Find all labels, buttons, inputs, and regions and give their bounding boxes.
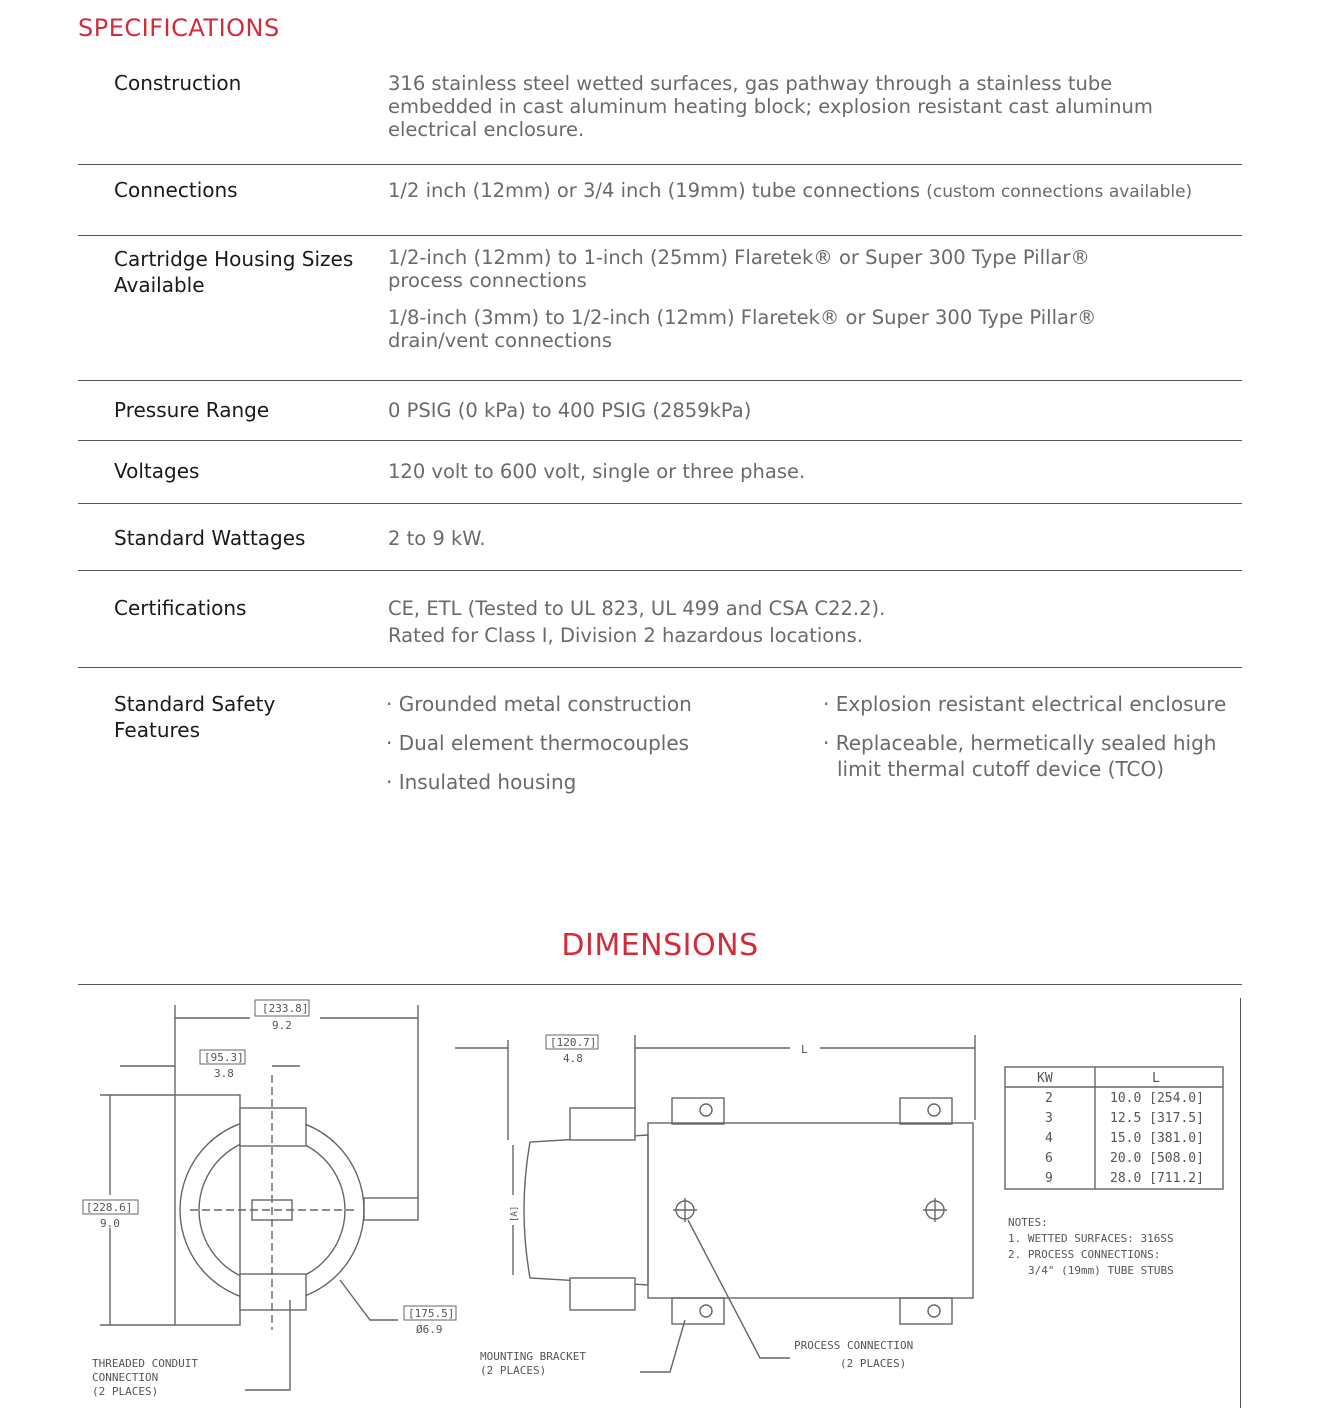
spec-label: Standard Safety Features	[114, 692, 276, 742]
mounting-bracket	[900, 1098, 952, 1124]
spec-label: Certifications	[114, 596, 247, 620]
kw-table-cell: 3	[1045, 1111, 1053, 1126]
spec-value-drain: 1/8-inch (3mm) to 1/2-inch (12mm) Flaretek® or Super 300 Type Pillar® drain/vent connections	[388, 306, 1097, 352]
kw-table-header: L	[1152, 1071, 1160, 1086]
spec-value: 0 PSIG (0 kPa) to 400 PSIG (2859kPa)	[388, 399, 752, 422]
kw-table-cell: 4	[1045, 1131, 1053, 1146]
feature-item: · Replaceable, hermetically sealed high limit thermal cutoff device (TCO)	[823, 731, 1217, 781]
feature-item: · Insulated housing	[386, 770, 577, 794]
callout-bracket-line: (2 PLACES)	[480, 1364, 547, 1377]
kw-table-cell: 9	[1045, 1171, 1053, 1186]
notes-line: 2. PROCESS CONNECTIONS:	[1008, 1248, 1161, 1261]
mounting-bracket	[900, 1298, 952, 1324]
callout-process-line: (2 PLACES)	[840, 1357, 907, 1370]
notes-line: 1. WETTED SURFACES: 316SS	[1008, 1232, 1174, 1245]
spec-value: 120 volt to 600 volt, single or three phase.	[388, 460, 806, 483]
dim-offset-in: 3.8	[214, 1067, 234, 1080]
spec-label: Standard Wattages	[114, 526, 306, 550]
end-view	[83, 1000, 456, 1390]
dim-end-mm: [120.7]	[550, 1036, 597, 1049]
callout-bracket-line: MOUNTING BRACKET	[480, 1350, 586, 1363]
dim-height-mm: [228.6]	[86, 1201, 133, 1214]
dim-overall-in: 9.2	[272, 1019, 292, 1032]
spec-label: Cartridge Housing Sizes Available	[114, 247, 354, 297]
dim-dia-mm: [175.5]	[408, 1307, 455, 1320]
spec-label: Voltages	[114, 459, 200, 483]
spec-label: Construction	[114, 71, 242, 95]
spec-label: Connections	[114, 178, 238, 202]
side-view-bottom-boss	[570, 1278, 635, 1310]
dim-end-in: 4.8	[563, 1052, 583, 1065]
callout-process-line: PROCESS CONNECTION	[794, 1339, 914, 1352]
side-view	[455, 1035, 975, 1372]
kw-table-cell: 15.0 [381.0]	[1110, 1131, 1204, 1146]
end-view-bottom-boss	[240, 1274, 306, 1310]
specifications-heading: SPECIFICATIONS	[78, 14, 280, 42]
kw-table-cell: 6	[1045, 1151, 1053, 1166]
dim-offset-mm: [95.3]	[204, 1051, 244, 1064]
side-view-top-boss	[570, 1108, 635, 1140]
kw-table	[1037, 1071, 1204, 1186]
spec-value: 316 stainless steel wetted surfaces, gas pathway through a stainless tube embedded in cast aluminum heating block; explosion resistant cast aluminum electrical enclosure.	[388, 72, 1153, 141]
feature-item: · Explosion resistant electrical enclosure	[823, 692, 1227, 716]
spec-label: Pressure Range	[114, 398, 270, 422]
mounting-bracket	[672, 1298, 724, 1324]
spec-value-main: 1/2 inch (12mm) or 3/4 inch (19mm) tube connections	[388, 179, 921, 202]
dimensions-heading: DIMENSIONS	[561, 928, 759, 963]
feature-item: · Grounded metal construction	[386, 692, 692, 716]
kw-table-cell: 20.0 [508.0]	[1110, 1151, 1204, 1166]
spec-value-process: 1/2-inch (12mm) to 1-inch (25mm) Flaretek® or Super 300 Type Pillar® process connections	[388, 246, 1090, 292]
spec-value-tested: CE, ETL (Tested to UL 823, UL 499 and CSA C22.2).	[388, 597, 886, 620]
end-view-top-boss	[240, 1108, 306, 1146]
spec-value: 2 to 9 kW.	[388, 527, 486, 550]
end-view-conduit	[364, 1198, 418, 1220]
kw-table-header: KW	[1037, 1071, 1053, 1086]
notes-line: 3/4" (19mm) TUBE STUBS	[1028, 1264, 1174, 1277]
spec-value-rated: Rated for Class I, Division 2 hazardous locations.	[388, 624, 863, 647]
dim-overall-mm: [233.8]	[262, 1002, 309, 1015]
kw-table-cell: 2	[1045, 1091, 1053, 1106]
kw-table-cell: 28.0 [711.2]	[1110, 1171, 1204, 1186]
dim-dia-in: Ø6.9	[416, 1323, 443, 1336]
dim-vertical: [A]	[510, 1205, 520, 1222]
spec-value-note: (custom connections available)	[926, 182, 1193, 202]
feature-item: · Dual element thermocouples	[386, 731, 690, 755]
callout-conduit-line: THREADED CONDUIT	[92, 1357, 198, 1370]
mounting-bracket	[672, 1098, 724, 1124]
callout-conduit-line: CONNECTION	[92, 1371, 159, 1384]
kw-table-cell: 10.0 [254.0]	[1110, 1091, 1204, 1106]
side-view-cap	[524, 1135, 648, 1285]
notes-line: NOTES:	[1008, 1216, 1048, 1229]
callout-conduit-line: (2 PLACES)	[92, 1385, 159, 1398]
dim-length: L	[801, 1043, 808, 1056]
dim-height-in: 9.0	[100, 1217, 120, 1230]
kw-table-cell: 12.5 [317.5]	[1110, 1111, 1204, 1126]
